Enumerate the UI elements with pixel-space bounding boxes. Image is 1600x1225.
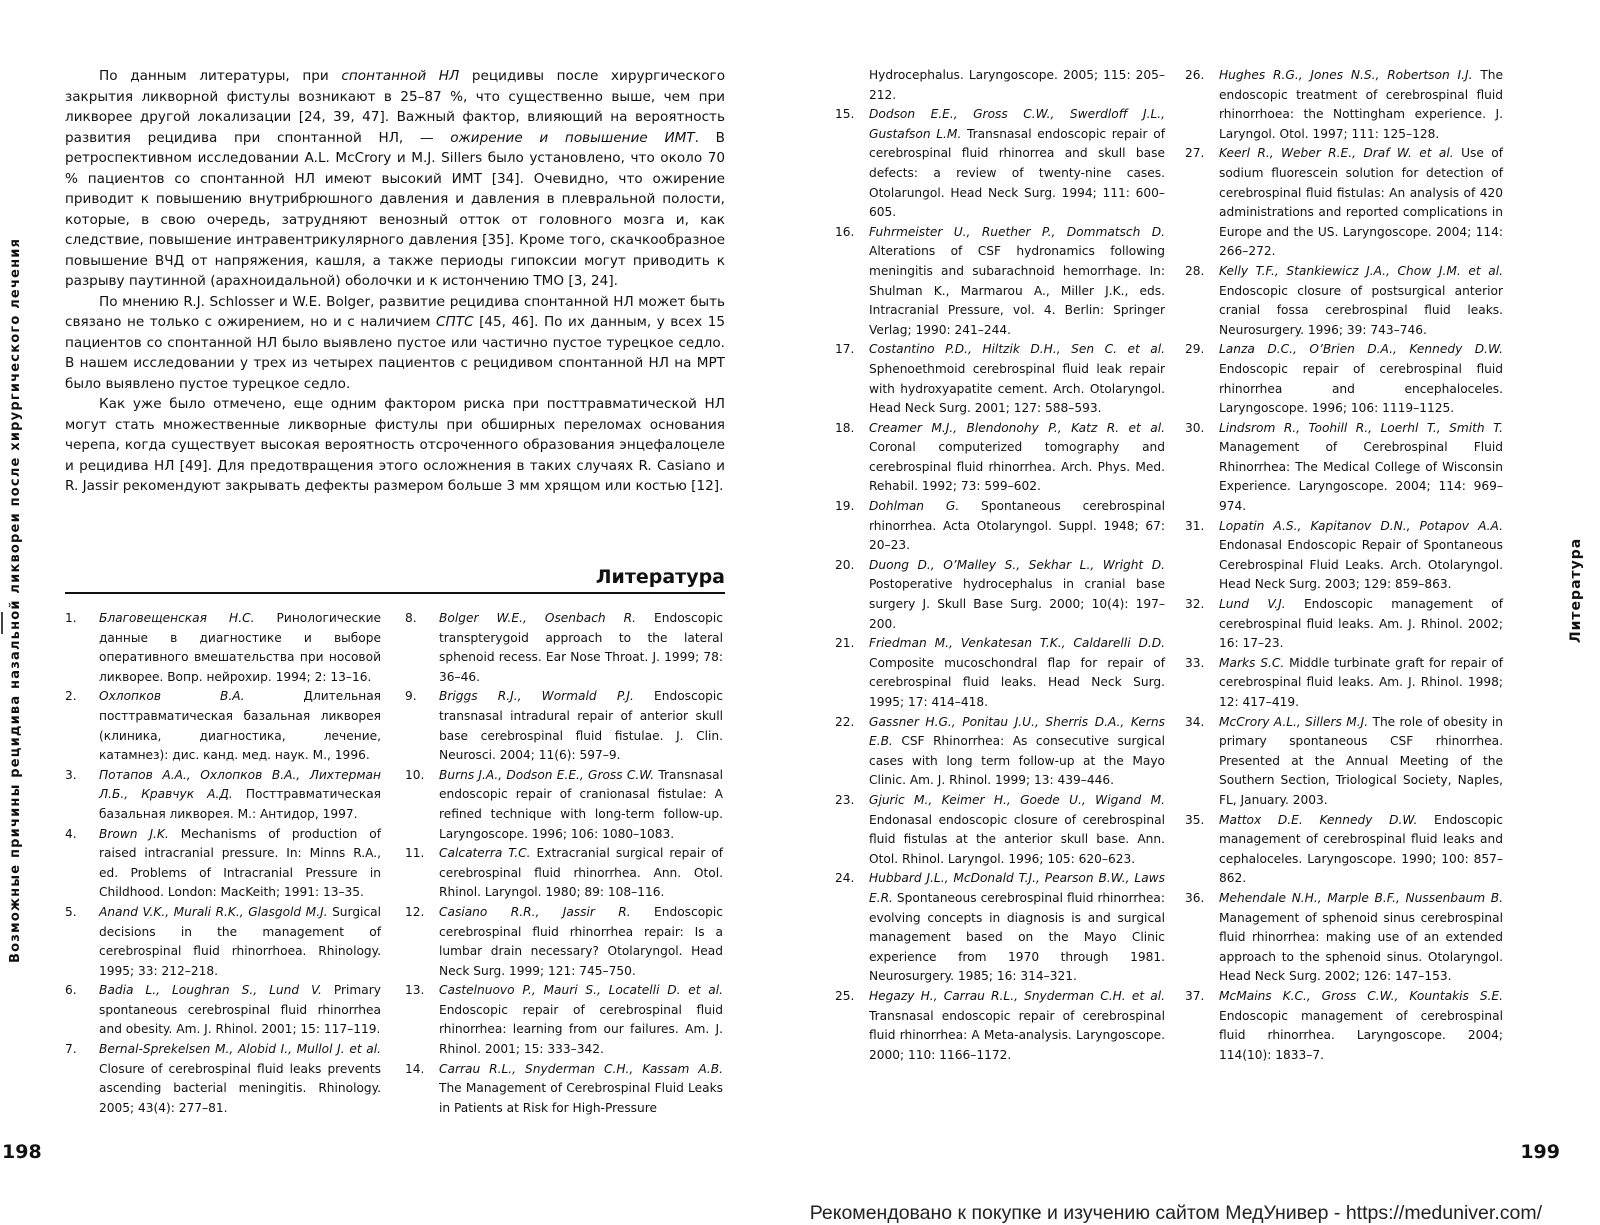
reference-number: 9. <box>405 689 417 704</box>
reference-number: 19. <box>835 499 855 514</box>
running-head: Возможные причины рецидива назальной ликвореи после хирургического лечения <box>8 237 23 963</box>
reference-item <box>65 687 381 765</box>
reference-item <box>405 766 723 844</box>
reference-number: 33. <box>1185 655 1205 670</box>
body-paragraph <box>65 394 725 497</box>
reference-citation: The endoscopic treatment of cerebrospinal fluid rhinorrhoea: the Nottingham experience. J. Laryngol. Otol. 1997; 111: 125–128. <box>1219 68 1503 141</box>
reference-authors: Calcaterra T.C. <box>439 846 531 861</box>
reference-item <box>1185 889 1503 987</box>
paragraph-text: Как уже было отмечено, еще одним фактором риска при посттравматической НЛ могут стать множественные ликворные фистулы при обширных переломах основания черепа, когда существует высокая вероятность отсроченного образования энцефалоцеле и рецидива НЛ [49]. Для предотвращения этого осложнения в таких случаях R. Casiano и R. Jassir рекомендуют закрывать дефекты размером больше 3 мм хрящом или костью [12]. <box>65 396 725 494</box>
reference-citation: Spontaneous cerebrospinal rhinorrhea. Acta Otolaryngol. Suppl. 1948; 67: 20–23. <box>869 499 1165 553</box>
reference-citation: Endoscopic transpterygoid approach to the lateral sphenoid recess. Ear Nose Throat. J. 1999; 78: 36–46. <box>439 611 723 684</box>
reference-text <box>1219 66 1503 144</box>
body-paragraph <box>65 292 725 395</box>
page-number: 198 <box>2 1141 42 1163</box>
reference-item <box>1185 419 1503 517</box>
paragraph-text: рецидивы после хирургического закрытия ликворной фистулы возникают в 25–87 %, что существенно выше, чем при ликворее другой локализации [24, 39, 47]. Важный фактор, влияющий на вероятность развития рецидива при спонтанной НЛ, — <box>65 68 726 146</box>
reference-authors: Gjuric M., Keimer H., Goede U., Wigand M. <box>869 792 1165 807</box>
reference-authors: Marks S.C. <box>1219 655 1285 670</box>
reference-authors: Bernal-Sprekelsen M., Alobid I., Mullol J. et al. <box>99 1042 381 1057</box>
reference-item <box>1185 66 1503 144</box>
reference-citation: Endoscopic transnasal intradural repair of anterior skull base cerebrospinal fluid fistulae. J. Clin. Neurosci. 2004; 11(6): 597–9. <box>439 689 723 763</box>
reference-number: 11. <box>405 846 425 861</box>
reference-citation: Transnasal endoscopic repair of cerebrospinal fluid rhinorrea and skull base defects: a review of twenty-nine cases. Otolarungol. Head Neck Surg. 1994; 111: 600–605. <box>869 126 1165 220</box>
reference-number: 3. <box>65 767 77 782</box>
reference-authors: Hegazy H., Carrau R.L., Snyderman C.H. et al. <box>869 988 1165 1003</box>
reference-text <box>99 687 381 765</box>
reference-number: 8. <box>405 611 417 625</box>
reference-authors: Благовещенская Н.С. <box>99 611 255 625</box>
reference-item <box>65 766 381 825</box>
reference-item <box>65 1040 381 1118</box>
reference-authors: Lopatin A.S., Kapitanov D.N., Potapov A.A. <box>1219 518 1503 533</box>
reference-authors: Duong D., O’Malley S., Sekhar L., Wright D. <box>869 557 1165 572</box>
reference-number: 32. <box>1185 597 1205 612</box>
reference-authors: McMains K.C., Gross C.W., Kountakis S.E. <box>1219 988 1503 1003</box>
reference-authors: Lindsrom R., Toohill R., Loerhl T., Smith T. <box>1219 420 1503 435</box>
references-column-3 <box>835 66 1165 1065</box>
reference-text <box>439 687 723 765</box>
references-column-1 <box>65 609 381 1118</box>
reference-authors: Lund V.J. <box>1219 597 1286 612</box>
reference-authors: Охлопков В.А. <box>99 689 245 704</box>
reference-number: 30. <box>1185 420 1205 435</box>
reference-citation: Primary spontaneous cerebrospinal fluid rhinorrhea and obesity. Am. J. Rhinol. 2001; 15: 117–119. <box>99 983 381 1037</box>
reference-item <box>1185 144 1503 262</box>
reference-number: 22. <box>835 714 855 729</box>
reference-item <box>1185 811 1503 889</box>
reference-authors: Anand V.K., Murali R.K., Glasgold M.J. <box>99 904 328 919</box>
reference-item <box>835 556 1165 634</box>
reference-item <box>65 981 381 1040</box>
reference-item <box>835 869 1165 987</box>
reference-authors: Bolger W.E., Osenbach R. <box>439 611 637 625</box>
reference-number: 23. <box>835 792 855 807</box>
binding-mark <box>1 612 3 634</box>
reference-item <box>835 419 1165 497</box>
reference-authors: Casiano R.R., Jassir R. <box>439 904 631 919</box>
reference-item <box>835 791 1165 869</box>
reference-citation: Alterations of CSF hydronamics following meningitis and subarachnoid hemorrhage. In: Shulman K., Marmarou A., Miller J.K., eds. Intracranial Pressure, vol. 4. Berlin: Springer Verlag; 1990: 241–244. <box>869 244 1165 337</box>
reference-item <box>1185 595 1503 654</box>
body-paragraph <box>65 66 725 292</box>
reference-authors: Friedman M., Venkatesan T.K., Caldarelli D.D. <box>869 636 1165 651</box>
right-page <box>800 0 1600 1225</box>
reference-citation: Use of sodium fluorescein solution for detection of cerebrospinal fluid fistulas: An analysis of 420 administrations and reported complications in Europe and the US. Laryngoscope. 2004; 114: 266–272. <box>1219 146 1503 259</box>
reference-authors: Mattox D.E. Kennedy D.W. <box>1219 812 1418 827</box>
reference-text <box>869 634 1165 712</box>
reference-item <box>1185 340 1503 418</box>
reference-text <box>1219 517 1503 595</box>
reference-citation: Endonasal Endoscopic Repair of Spontaneous Cerebrospinal Fluid Leaks. Arch. Otolaryngol. Head Neck Surg. 2003; 129: 859–863. <box>1219 538 1503 592</box>
reference-authors: Costantino P.D., Hiltzik D.H., Sen C. et al. <box>869 342 1165 357</box>
reference-number: 29. <box>1185 342 1205 357</box>
references-column-2 <box>405 609 723 1118</box>
reference-text <box>869 497 1165 556</box>
reference-text <box>1219 340 1503 418</box>
reference-citation: Длительная посттравматическая базальная ликворея (клиника, диагностика, лечение, катамнез): дис. канд. мед. наук. М., 1996. <box>99 689 381 763</box>
paragraph-text: [45, 46]. По их данным, у всех 15 пациентов со спонтанной НЛ было выявлено пустое или частично пустое турецкое седло. В нашем исследовании у трех из четырех пациентов с рецидивом спонтанной НЛ на МРТ было выявлено пустое турецкое седло. <box>65 314 725 392</box>
running-head: Литература <box>1568 537 1584 643</box>
reference-authors: Hughes R.G., Jones N.S., Robertson I.J. <box>1219 68 1473 82</box>
reference-authors: Briggs R.J., Wormald P.J. <box>439 689 634 704</box>
reference-authors: Burns J.A., Dodson E.E., Gross C.W. <box>439 767 655 782</box>
reference-text <box>439 609 723 687</box>
reference-citation: Hydrocephalus. Laryngoscope. 2005; 115: 205–212. <box>869 68 1165 102</box>
reference-citation: Endoscopic cerebrospinal fluid rhinorrhea repair: Is a lumbar drain necessary? Otolaryngol. Head Neck Surg. 1999; 121: 745–750. <box>439 904 723 978</box>
reference-number: 14. <box>405 1061 425 1076</box>
reference-citation: Endoscopic repair of cerebrospinal fluid rhinorrhea: learning from our failures. Am. J. Rhinol. 2001; 15: 333–342. <box>439 1002 723 1057</box>
reference-number: 24. <box>835 871 855 886</box>
reference-authors: Castelnuovo P., Mauri S., Locatelli D. et al. <box>439 983 723 998</box>
reference-number: 13. <box>405 983 425 998</box>
emphasis-text: ожирение и повышение ИМТ <box>450 129 695 146</box>
reference-text <box>1219 713 1503 811</box>
reference-number: 12. <box>405 904 425 919</box>
reference-text <box>869 419 1165 497</box>
reference-number: 34. <box>1185 714 1205 729</box>
reference-number: 15. <box>835 107 855 122</box>
reference-citation: Management of sphenoid sinus cerebrospinal fluid rhinorrhea: making use of an extended approach to the sphenoid sinus. Otolaryngol. Head Neck Surg. 2002; 126: 147–153. <box>1219 910 1503 984</box>
reference-citation: Посттравматическая базальная ликворея. М.: Антидор, 1997. <box>99 787 381 821</box>
page-number: 199 <box>1520 1141 1560 1163</box>
reference-authors: Kelly T.F., Stankiewicz J.A., Chow J.M. et al. <box>1219 263 1503 278</box>
reference-text <box>1219 144 1503 262</box>
paragraph-text: По данным литературы, при <box>99 68 342 84</box>
reference-item <box>835 340 1165 418</box>
reference-number: 7. <box>65 1042 77 1057</box>
reference-item <box>405 687 723 765</box>
reference-text <box>99 766 381 825</box>
reference-authors: Carrau R.L., Snyderman C.H., Kassam A.B. <box>439 1061 723 1076</box>
reference-number: 36. <box>1185 890 1205 905</box>
section-title: Литература <box>65 566 725 594</box>
reference-number: 37. <box>1185 988 1205 1003</box>
reference-number: 18. <box>835 420 855 435</box>
reference-text <box>1219 419 1503 517</box>
reference-text <box>99 981 381 1040</box>
reference-item <box>1185 654 1503 713</box>
reference-item <box>835 634 1165 712</box>
reference-citation: Endoscopic closure of postsurgical anterior cranial fossa cerebrospinal fluid leaks. Neurosurgery. 1996; 39: 743–746. <box>1219 283 1503 337</box>
reference-text <box>1219 987 1503 1065</box>
reference-item <box>1185 517 1503 595</box>
reference-citation: Middle turbinate graft for repair of cerebrospinal fluid leaks. Am. J. Rhinol. 1998; 12: 417–419. <box>1219 655 1503 709</box>
reference-item <box>65 609 381 687</box>
reference-text <box>439 766 723 844</box>
reference-text <box>99 903 381 981</box>
reference-number: 31. <box>1185 518 1205 533</box>
reference-authors: Dodson E.E., Gross C.W., Swerdloff J.L., Gustafson L.M. <box>869 107 1165 141</box>
reference-text <box>1219 811 1503 889</box>
reference-authors: Fuhrmeister U., Ruether P., Dommatsch D. <box>869 224 1165 239</box>
reference-item <box>1185 262 1503 340</box>
reference-citation: Endonasal endoscopic closure of cerebrospinal fluid fistulas at the anterior skull base. Ann. Otol. Rhinol. Laryngol. 1996; 105: 620–623. <box>869 812 1165 866</box>
paragraph-text: По мнению R.J. Schlosser и W.E. Bolger, развитие рецидива спонтанной НЛ может быть связано не только с ожирением, но и с наличием <box>65 293 725 330</box>
reference-text <box>869 105 1165 223</box>
reference-citation: Transnasal endoscopic repair of cerebrospinal fluid rhinorrhea: A Meta-analysis. Laryngoscope. 2000; 110: 1166–1172. <box>869 1008 1165 1062</box>
reference-item <box>65 825 381 903</box>
reference-text <box>439 903 723 981</box>
reference-item <box>65 903 381 981</box>
reference-number <box>835 66 869 105</box>
reference-citation: Postoperative hydrocephalus in cranial base surgery J. Skull Base Surg. 2000; 10(4): 197–200. <box>869 577 1165 631</box>
reference-citation: Transnasal endoscopic repair of cranionasal fistulae: A refined technique with long-term follow-up. Laryngoscope. 1996; 106: 1080–1083. <box>439 767 723 841</box>
reference-citation: Endoscopic management of cerebrospinal fluid leaks. Am. J. Rhinol. 2002; 16: 17–23. <box>1219 597 1503 651</box>
reference-item <box>405 609 723 687</box>
reference-text <box>99 609 381 687</box>
reference-citation: Management of Cerebrospinal Fluid Rhinorrhea: The Medical College of Wisconsin Experience. Laryngoscope. 2004; 114: 969–974. <box>1219 440 1503 514</box>
reference-text <box>99 1040 381 1118</box>
reference-text <box>1219 889 1503 987</box>
reference-authors: Hubbard J.L., McDonald T.J., Pearson B.W., Laws E.R. <box>869 871 1165 905</box>
reference-text <box>869 987 1165 1065</box>
reference-text <box>99 825 381 903</box>
reference-text <box>869 869 1165 987</box>
reference-number: 10. <box>405 767 425 782</box>
reference-number: 20. <box>835 557 855 572</box>
reference-item <box>1185 713 1503 811</box>
reference-authors: Creamer M.J., Blendonohy P., Katz R. et al. <box>869 420 1165 435</box>
reference-number: 4. <box>65 826 77 841</box>
reference-item <box>405 844 723 903</box>
reference-citation: Closure of cerebrospinal fluid leaks prevents ascending bacterial meningitis. Rhinology. 2005; 43(4): 277–81. <box>99 1061 381 1115</box>
reference-authors: Brown J.K. <box>99 826 169 841</box>
reference-citation: Mechanisms of production of raised intracranial pressure. In: Minns R.A., ed. Problems of Intracranial Pressure in Childhood. London: MacKeith; 1991: 13–35. <box>99 826 381 900</box>
reference-item <box>405 903 723 981</box>
reference-citation: The role of obesity in primary spontaneous CSF rhinorrhea. Presented at the Annual Meeting of the Southern Section, Triological Society, Naples, FL, January. 2003. <box>1219 714 1504 807</box>
reference-authors: Badia L., Loughran S., Lund V. <box>99 983 322 998</box>
reference-citation: The Management of Cerebrospinal Fluid Leaks in Patients at Risk for High-Pressure <box>439 1081 723 1115</box>
reference-citation: Endoscopic management of cerebrospinal fluid rhinorrhea. Laryngoscope. 2004; 114(10): 1833–7. <box>1219 1008 1503 1062</box>
reference-item <box>1185 987 1503 1065</box>
footer-banner[interactable]: Рекомендовано к покупке и изучению сайтом МедУнивер - https://meduniver.com/ <box>809 1202 1542 1224</box>
reference-authors: McCrory A.L., Sillers M.J. <box>1219 714 1369 729</box>
reference-citation: Sphenoethmoid cerebrospinal fluid leak repair with hydroxyapatite cement. Arch. Otolaryngol. Head Neck Surg. 2001; 127: 588–593. <box>869 361 1165 416</box>
reference-text <box>869 66 1165 105</box>
reference-number: 1. <box>65 611 77 625</box>
reference-item <box>835 987 1165 1065</box>
reference-number: 17. <box>835 342 855 357</box>
reference-number: 35. <box>1185 812 1205 827</box>
reference-authors: Keerl R., Weber R.E., Draf W. et al. <box>1219 146 1454 161</box>
reference-citation: Ринологические данные в диагностике и выборе оперативного вмешательства при носовой ликворее. Вопр. нейрохир. 1994; 2: 13–16. <box>99 611 381 684</box>
reference-text <box>1219 262 1503 340</box>
reference-authors: Gassner H.G., Ponitau J.U., Sherris D.A., Kerns E.B. <box>869 714 1165 749</box>
reference-citation: Endoscopic management of cerebrospinal fluid leaks and cephaloceles. Laryngoscope. 1990; 100: 857–862. <box>1219 812 1503 886</box>
reference-text <box>869 791 1165 869</box>
reference-number: 26. <box>1185 68 1205 82</box>
reference-citation: CSF Rhinorrhea: As consecutive surgical cases with long term follow-up at the Mayo Clinic. Am. J. Rhinol. 1999; 13: 439–446. <box>869 734 1165 788</box>
reference-text <box>439 981 723 1059</box>
reference-text <box>439 1060 723 1119</box>
reference-text <box>869 223 1165 341</box>
reference-authors: Mehendale N.H., Marple B.F., Nussenbaum B. <box>1219 890 1503 905</box>
reference-authors: Потапов А.А., Охлопков В.А., Лихтерман Л.Б., Кравчук А.Д. <box>99 767 381 802</box>
emphasis-text: СПТС <box>436 314 474 330</box>
references-column-4 <box>1185 66 1503 1065</box>
reference-item <box>835 66 1165 105</box>
reference-number: 5. <box>65 904 77 919</box>
reference-citation: Composite mucoschondral flap for repair of cerebrospinal fluid leaks. Head Neck Surg. 1995; 17: 414–418. <box>869 655 1165 709</box>
reference-text <box>869 713 1165 791</box>
reference-number: 25. <box>835 988 855 1003</box>
reference-item <box>835 223 1165 341</box>
paragraph-text: . В ретроспективном исследовании A.L. McCrory и M.J. Sillers было установлено, что около 70 % пациентов со спонтанной НЛ имеют высокий ИМТ [34]. Очевидно, что ожирение приводит к повышению внутрибрюшного давления и давления в плевральной полости, которые, в свою очередь, затрудняют венозный отток от головного мозга и, как следствие, повышение интравентрикулярного давления [35]. Кроме того, скачкообразное повышение ВЧД от напряжения, кашля, а также периоды гипоксии могут приводить к разрыву паутинной (арахноидальной) оболочки и к истончению ТМО [3, 24]. <box>65 129 726 289</box>
reference-number: 6. <box>65 983 77 998</box>
reference-text <box>1219 654 1503 713</box>
reference-item <box>405 1060 723 1119</box>
reference-item <box>835 105 1165 223</box>
body-text <box>65 66 725 497</box>
reference-number: 28. <box>1185 263 1205 278</box>
reference-number: 16. <box>835 224 855 239</box>
reference-citation: Coronal computerized tomography and cerebrospinal fluid rhinorrhea. Arch. Phys. Med. Rehabil. 1992; 73: 599–602. <box>869 440 1165 494</box>
reference-number: 21. <box>835 636 855 651</box>
reference-text <box>439 844 723 903</box>
reference-citation: Extracranial surgical repair of cerebrospinal fluid rhinorrhea. Ann. Otol. Rhinol. Laryngol. 1980; 89: 108–116. <box>439 846 723 900</box>
reference-authors: Dohlman G. <box>869 499 960 514</box>
reference-citation: Surgical decisions in the management of cerebrospinal fluid rhinorrhoea. Rhinology. 1995; 33: 212–218. <box>99 904 382 978</box>
reference-number: 27. <box>1185 146 1205 161</box>
reference-item <box>835 497 1165 556</box>
reference-text <box>1219 595 1503 654</box>
reference-authors: Lanza D.C., O’Brien D.A., Kennedy D.W. <box>1219 342 1503 357</box>
reference-item <box>405 981 723 1059</box>
reference-number: 2. <box>65 689 77 704</box>
emphasis-text: спонтанной НЛ <box>341 68 460 84</box>
reference-citation: Endoscopic repair of cerebrospinal fluid rhinorrhea and encephaloceles. Laryngoscope. 1996; 106: 1119–1125. <box>1219 361 1503 416</box>
reference-item <box>835 713 1165 791</box>
reference-text <box>869 556 1165 634</box>
reference-text <box>869 340 1165 418</box>
reference-citation: Spontaneous cerebrospinal fluid rhinorrhea: evolving concepts in diagnosis is and surgical management based on the Mayo Clinic experience from 1970 through 1981. Neurosurgery. 1985; 16: 314–321. <box>869 890 1165 984</box>
